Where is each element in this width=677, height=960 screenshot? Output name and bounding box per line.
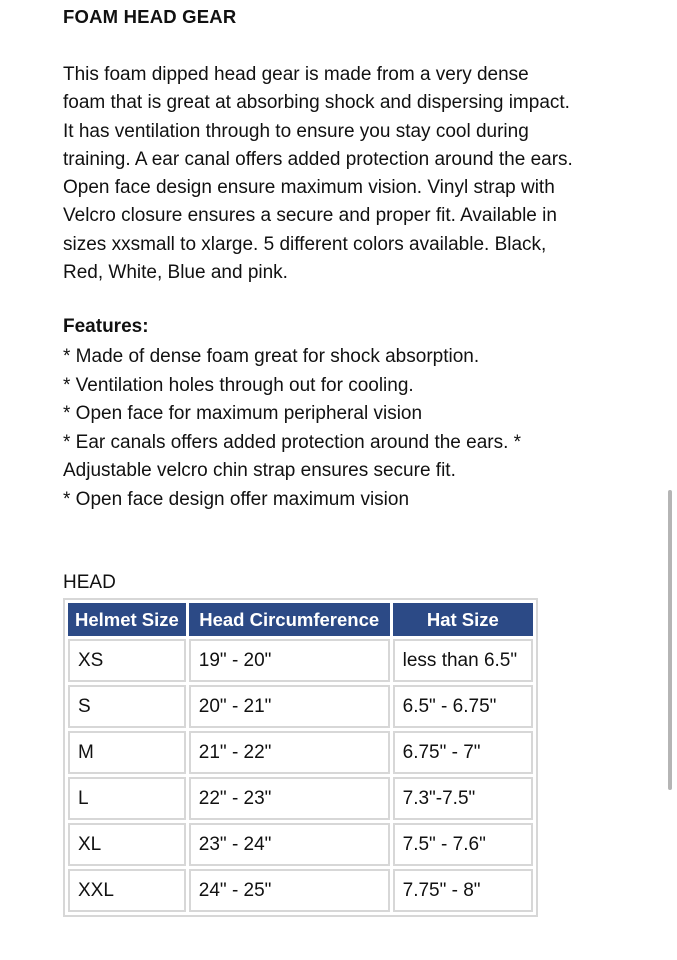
size-chart-label: HEAD [63,572,116,593]
table-row [68,639,533,682]
head-circumference-cell: 23" - 24" [189,823,390,866]
head-circumference-cell: 19" - 20" [189,639,390,682]
table-header-row [68,603,533,636]
head-circumference-cell: 21" - 22" [189,731,390,774]
head-circumference-cell: 24" - 25" [189,869,390,912]
size-chart-table [63,598,538,917]
feature-item: * Ear canals offers added protection around the ears. * [63,431,522,453]
vertical-scrollbar[interactable] [668,490,672,790]
description-line: Velcro closure ensures a secure and proper fit. Available in [63,205,557,227]
hat-size-cell: 6.5" - 6.75" [393,685,533,728]
helmet-size-cell: S [68,685,186,728]
hat-size-cell: 7.5" - 7.6" [393,823,533,866]
description-line: Open face design ensure maximum vision. Vinyl strap with [63,177,555,199]
helmet-size-cell: XS [68,639,186,682]
feature-item: * Made of dense foam great for shock absorption. [63,346,480,367]
feature-item: Adjustable velcro chin strap ensures secure fit. [63,460,456,481]
description-line: It has ventilation through to ensure you stay cool during [63,120,529,142]
description-line: sizes xxsmall to xlarge. 5 different colors available. Black, [63,233,547,255]
feature-item: * Open face for maximum peripheral vision [63,403,423,424]
table-row [68,777,533,820]
column-header-helmet-size: Helmet Size [68,603,186,636]
helmet-size-cell: L [68,777,186,820]
description-paragraph [63,61,633,287]
feature-item: * Open face design offer maximum vision [63,488,410,510]
features-list [63,343,521,514]
head-circumference-cell: 20" - 21" [189,685,390,728]
helmet-size-cell: XL [68,823,186,866]
description-line: training. A ear canal offers added protection around the ears. [63,148,573,170]
head-circumference-cell: 22" - 23" [189,777,390,820]
hat-size-cell: 6.75" - 7" [393,731,533,774]
table-row [68,685,533,728]
feature-item: * Ventilation holes through out for cooling. [63,374,414,396]
helmet-size-cell: XXL [68,869,186,912]
table-row [68,731,533,774]
hat-size-cell: 7.75" - 8" [393,869,533,912]
page-title: FOAM HEAD GEAR [63,6,237,27]
table-row [68,823,533,866]
table-row [68,869,533,912]
column-header-hat-size: Hat Size [393,603,533,636]
description-line: Red, White, Blue and pink. [63,262,288,284]
column-header-head-circumference: Head Circumference [189,603,390,636]
hat-size-cell: 7.3"-7.5" [393,777,533,820]
hat-size-cell: less than 6.5" [393,639,533,682]
features-heading: Features: [63,316,149,337]
description-line: foam that is great at absorbing shock and dispersing impact. [63,92,570,114]
description-line: This foam dipped head gear is made from a very dense [63,64,529,85]
helmet-size-cell: M [68,731,186,774]
